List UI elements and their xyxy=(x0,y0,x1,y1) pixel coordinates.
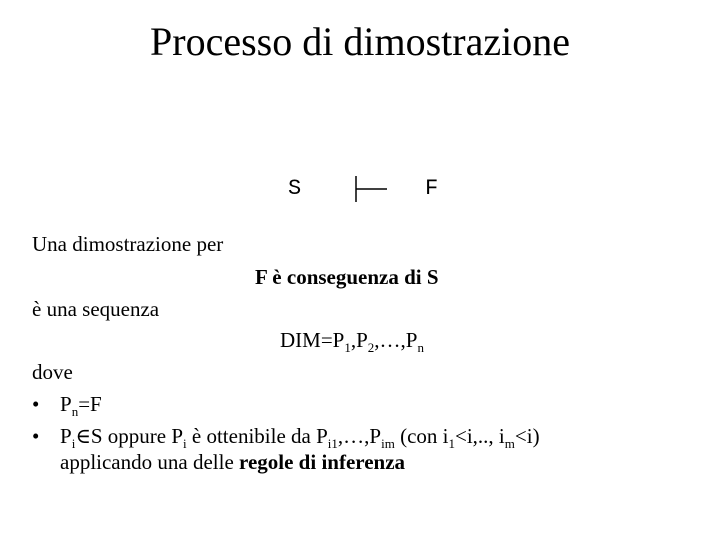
formula-premise: S xyxy=(288,176,302,201)
bullet-item-1: • $P_n=F$ xyxy=(32,392,102,419)
dove-line: dove xyxy=(32,360,73,384)
bullet-item-2-continuation: applicando una delle regole di inferenza xyxy=(60,450,406,474)
bullet-item-2: • $P_i\in S$ oppure $P_i$ è ottenibile da $P_{i1},\dots,P_{im}$ (con $i_1<i$,.., $i_m<i$) xyxy=(32,424,540,451)
turnstile-icon xyxy=(355,174,389,204)
intro-line: Una dimostrazione per xyxy=(32,232,224,256)
inference-rules-emphasis: regole di inferenza xyxy=(239,450,406,474)
formula-conclusion: F xyxy=(425,176,439,201)
bullet-icon: • xyxy=(32,424,40,448)
bullet-icon: • xyxy=(32,392,40,416)
dim-line: $DIM=P_1,P_2,\dots,P_n$ xyxy=(280,328,424,355)
page-title: Processo di dimostrazione xyxy=(150,19,570,64)
consequence-line: F è conseguenza di S xyxy=(255,265,439,289)
sequence-line: è una sequenza xyxy=(32,297,160,321)
